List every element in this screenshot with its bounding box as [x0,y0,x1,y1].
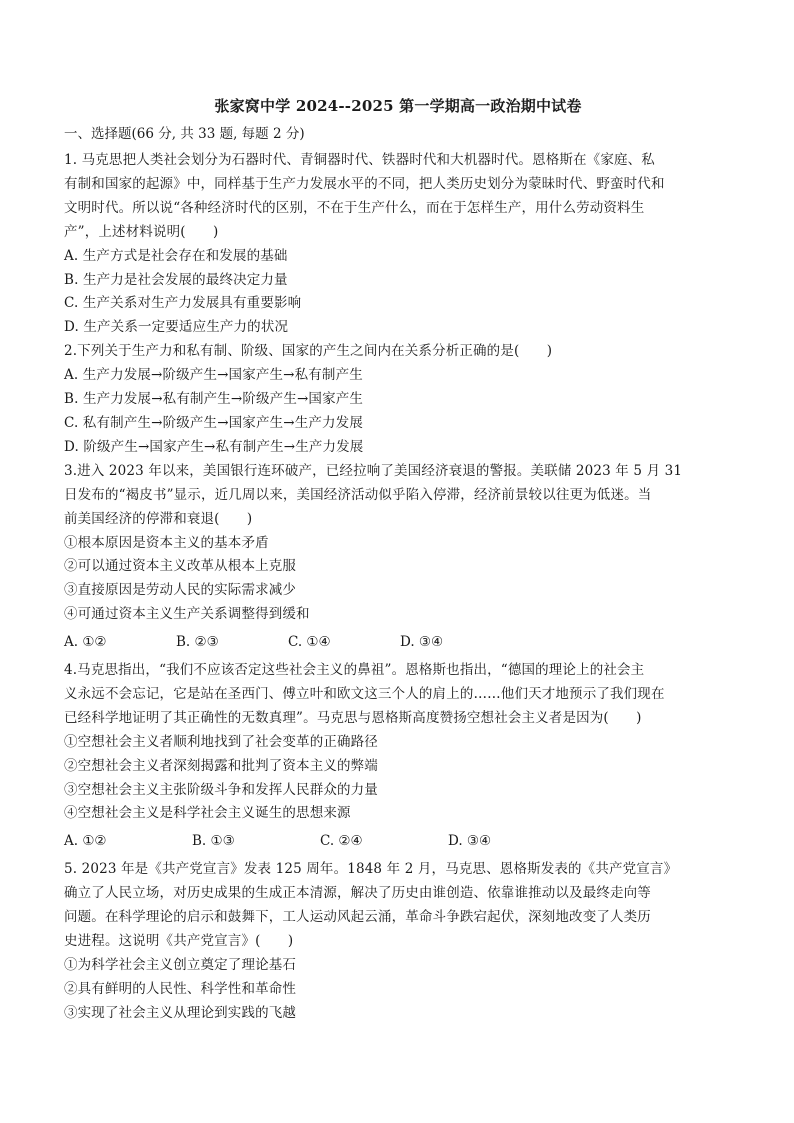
statement-item: ①根本原因是资本主义的基本矛盾 [64,534,269,551]
statement-item: ④空想社会主义是科学社会主义诞生的思想来源 [64,805,351,822]
statement-item: ②可以通过资本主义改革从根本上克服 [64,558,297,575]
question-stem-line: 义永远不会忘记，它是站在圣西门、傅立叶和欧文这三个人的肩上的……他们天才地预示了我们现在 [64,685,665,702]
question-stem-line: 文明时代。所以说“各种经济时代的区别，不在于生产什么，而在于怎样生产，用什么劳动资料生 [64,199,645,216]
question-stem-line: 确立了人民立场，对历史成果的生成正本清源，解决了历史由谁创造、依靠谁推动以及最终走向等 [64,885,651,902]
question-5 [64,858,732,1025]
option-d: D. 阶级产生→国家产生→私有制产生→生产力发展 [64,438,364,455]
question-stem-line: 有制和国家的起源》中，同样基于生产力发展水平的不同，把人类历史划分为蒙昧时代、野蛮时代和 [64,175,665,192]
question-2 [64,340,732,460]
question-4 [64,659,732,854]
option-a: A. ①② [64,634,107,651]
option-c: C. ①④ [288,634,331,651]
question-stem-line: 前美国经济的停滞和衰退( ) [64,510,253,527]
question-1 [64,149,732,340]
question-stem-line: 史进程。这说明《共产党宣言》( ) [64,933,294,949]
option-c: C. 私有制产生→阶级产生→国家产生→生产力发展 [64,414,363,431]
answer-options-row [64,631,732,655]
option-d: D. ③④ [448,833,492,850]
option-d: D. ③④ [400,634,444,651]
option-b: B. 生产力发展→私有制产生→阶级产生→国家产生 [64,391,364,408]
question-stem-line: 日发布的“褐皮书”显示，近几周以来，美国经济活动似乎陷入停滞，经济前景较以往更为低迷。当 [64,486,652,503]
statement-item: ①为科学社会主义创立奠定了理论基石 [64,956,297,973]
statement-item: ①空想社会主义者顺利地找到了社会变革的正确路径 [64,733,378,750]
statement-item: ②具有鲜明的人民性、科学性和革命性 [64,980,297,997]
option-b: B. ②③ [176,634,219,651]
statement-item: ②空想社会主义者深刻揭露和批判了资本主义的弊端 [64,757,378,774]
question-stem-line: 已经科学地证明了其正确性的无数真理”。马克思与恩格斯高度赞扬空想社会主义者是因为( ) [64,709,642,726]
option-a: A. 生产力发展→阶级产生→国家产生→私有制产生 [64,367,363,384]
question-stem-line: 4.马克思指出，“我们不应该否定这些社会主义的鼻祖”。恩格斯也指出，“德国的理论上的社会主 [64,662,645,679]
question-stem-line: 问题。在科学理论的启示和鼓舞下，工人运动风起云涌，革命斗争跌宕起伏，深刻地改变了人类历 [64,909,651,926]
option-b: B. 生产力是社会发展的最终决定力量 [64,271,288,288]
question-stem-line: 1. 马克思把人类社会划分为石器时代、青铜器时代、铁器时代和大机器时代。恩格斯在《家庭、私 [64,152,655,168]
question-stem-line: 5. 2023 年是《共产党宣言》发表 125 周年。1848 年 2 月，马克思、恩格斯发表的《共产党宣言》 [64,861,678,878]
question-stem-line: 3.进入 2023 年以来，美国银行连环破产，已经拉响了美国经济衰退的警报。美联储 2023 年 5 月 31 [64,462,683,479]
option-c: C. 生产关系对生产力发展具有重要影响 [64,295,302,312]
statement-item: ③实现了社会主义从理论到实践的飞越 [64,1004,297,1021]
option-a: A. 生产方式是社会存在和发展的基础 [64,247,288,264]
option-c: C. ②④ [320,833,363,850]
statement-item: ③空想社会主义主张阶级斗争和发挥人民群众的力量 [64,781,378,798]
question-3 [64,460,732,655]
option-a: A. ①② [64,833,107,850]
option-b: B. ①③ [192,833,235,850]
section-heading: 一、选择题(66 分, 共 33 题, 每题 2 分) [64,126,305,142]
question-stem-line: 2.下列关于生产力和私有制、阶级、国家的产生之间内在关系分析正确的是( ) [64,343,553,360]
statement-item: ④可通过资本主义生产关系调整得到缓和 [64,606,310,623]
page-title: 张家窝中学 2024--2025 第一学期高一政治期中试卷 [214,97,582,115]
option-d: D. 生产关系一定要适应生产力的状况 [64,319,289,336]
answer-options-row [64,830,732,854]
statement-item: ③直接原因是劳动人民的实际需求减少 [64,582,297,599]
question-stem-line: 产”，上述材料说明( ) [64,223,219,240]
